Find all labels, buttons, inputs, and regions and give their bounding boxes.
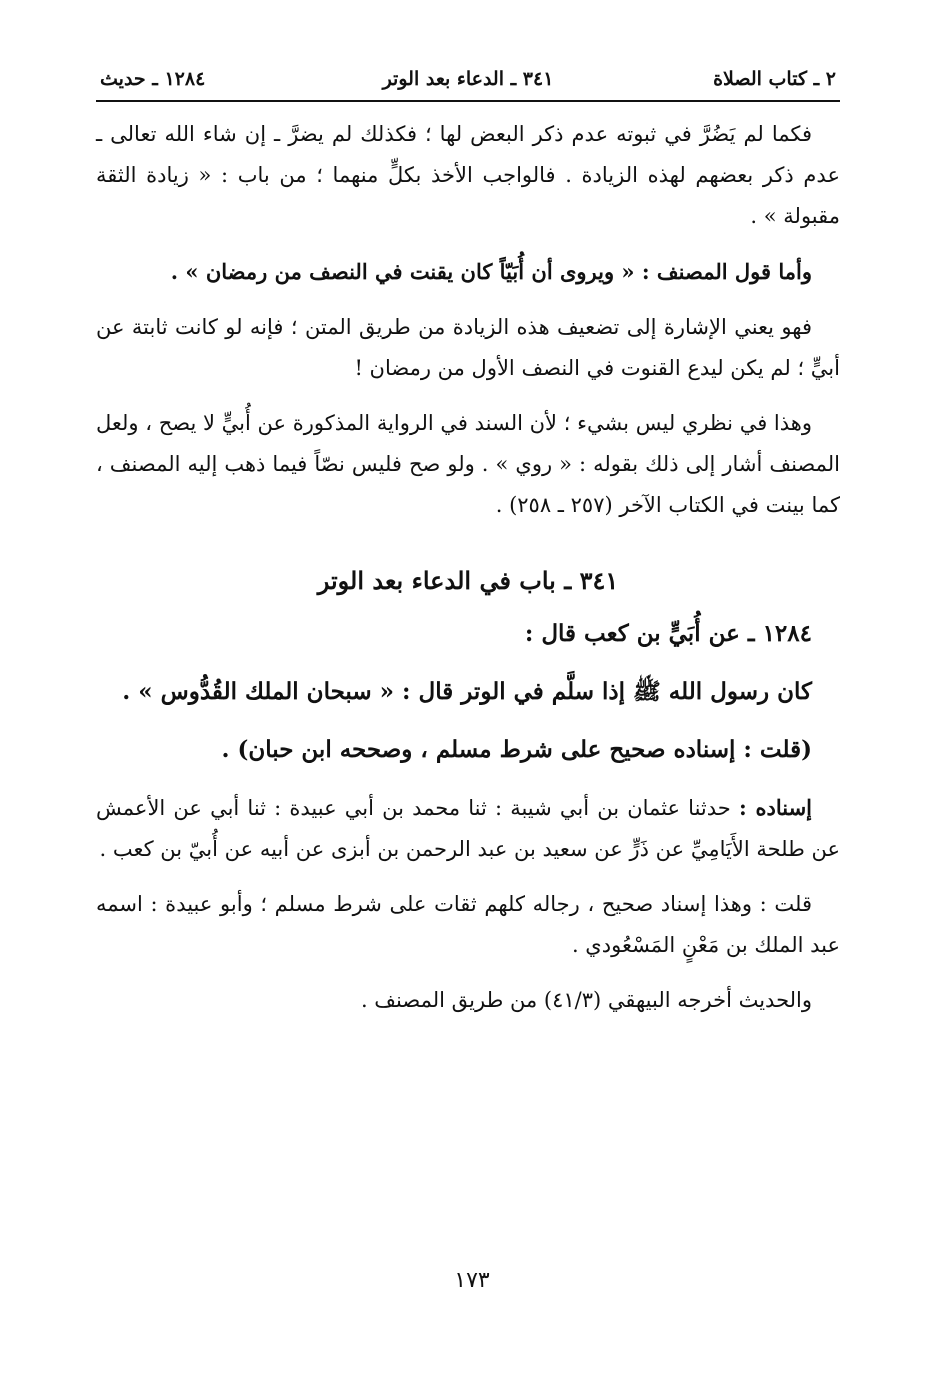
header-chapter-title: ٣٤١ ـ الدعاء بعد الوتر [382,68,554,90]
hadith-number: ١٢٨٤ ـ عن أُبَيٍّ بن كعب قال : [524,620,812,647]
isnad-label: إسناده : [738,795,813,820]
header-book-title: ٢ ـ كتاب الصلاة [713,68,836,90]
isnad-text: حدثنا عثمان بن أبي شيبة : ثنا محمد بن أبي عبيدة : ثنا أبي عن الأعمش عن طلحة الأَيَامِيِّ عن ذَرٍّ عن سعيد بن عبد الرحمن بن أبزى عن أبيه عن أُبيّ بن كعب . [96,796,840,861]
paragraph-5: قلت : وهذا إسناد صحيح ، رجاله كلهم ثقات على شرط مسلم ؛ وأبو عبيدة : اسمه عبد الملك بن مَعْنٍ المَسْعُودي . [96,892,840,957]
page-number: ١٧٣ [454,1268,490,1293]
hadith-text: كان رسول الله ﷺ إذا سلَّم في الوتر قال : « سبحان الملك القُدُّوس » . [122,678,812,705]
header-divider [96,100,840,102]
isnad-paragraph [96,787,840,870]
paragraph-2-quote: « ويروى أن أُبَيّاً كان يقنت في النصف من رمضان » . [170,259,635,284]
paragraph-3: فهو يعني الإشارة إلى تضعيف هذه الزيادة من طريق المتن ؛ فإنه لو كانت ثابتة عن أبيٍّ ؛ لم يكن ليدع القنوت في النصف الأول من رمضان ! [96,315,840,380]
paragraph-2 [96,251,840,293]
running-header [96,60,840,100]
document-page [96,60,840,1035]
header-hadith-number: ١٢٨٤ ـ حديث [100,68,206,90]
paragraph-1: فكما لم يَضُرَّ في ثبوته عدم ذكر البعض لها ؛ فكذلك لم يضرَّ ـ إن شاء الله تعالى ـ عدم ذكر بعضهم لهذه الزيادة . فالواجب الأخذ بكلٍّ منهما ؛ من باب : « زيادة الثقة مقبولة » . [96,122,840,228]
paragraph-6: والحديث أخرجه البيهقي (٤١/٣) من طريق المصنف . [360,988,812,1012]
hadith-grade: (قلت : إسناده صحيح على شرط مسلم ، وصححه ابن حبان) . [221,736,812,763]
paragraph-4: وهذا في نظري ليس بشيء ؛ لأن السند في الرواية المذكورة عن أُبيٍّ لا يصح ، ولعل المصنف أشار إلى ذلك بقوله : « روي » . ولو صح فليس نصّاً فيما ذهب إليه المصنف ، كما بينت في الكتاب الآخر (٢٥٧ ـ ٢٥٨) . [96,411,840,517]
chapter-title: ٣٤١ ـ باب في الدعاء بعد الوتر [317,566,619,595]
paragraph-2-lead: وأما قول المصنف : [634,259,812,284]
